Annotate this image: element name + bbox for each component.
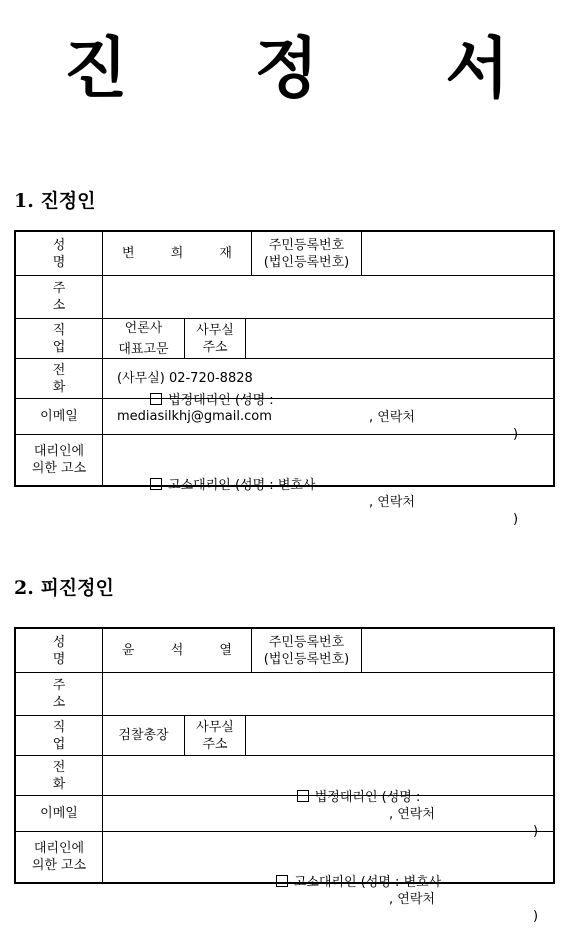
legal-proxy-text: 법정대리인 (성명 : xyxy=(168,393,274,408)
name-value[interactable]: 윤 석 열 xyxy=(102,629,251,672)
section-heading-complainant: 1. 진정인 xyxy=(14,190,96,212)
legal-proxy-checkbox[interactable] xyxy=(297,790,309,802)
proxy-label xyxy=(16,832,102,882)
legal-proxy-checkbox[interactable] xyxy=(150,393,162,405)
job-label: 직 업 xyxy=(52,719,82,752)
id-number-field[interactable] xyxy=(361,232,553,275)
job-value-line2: 대표고문 xyxy=(118,341,169,357)
legal-proxy-option[interactable] xyxy=(137,772,547,857)
attorney-proxy-close-paren: ) xyxy=(513,512,519,527)
attorney-proxy-checkbox[interactable] xyxy=(150,478,162,490)
id-number-label xyxy=(251,232,361,275)
legal-proxy-text: 법정대리인 (성명 : xyxy=(314,790,421,805)
id-label-line1: 주민등록번호 xyxy=(268,634,345,650)
name-row xyxy=(16,629,553,673)
office-address-field[interactable] xyxy=(245,319,553,358)
attorney-proxy-contact-label: , 연락처 xyxy=(369,495,415,510)
proxy-options xyxy=(102,790,553,924)
id-label-line2: (법인등록번호) xyxy=(263,254,350,270)
office-address-label xyxy=(184,716,245,755)
name-label: 성 명 xyxy=(52,237,82,270)
address-row xyxy=(16,276,553,319)
attorney-proxy-option[interactable] xyxy=(137,857,547,942)
office-address-field[interactable] xyxy=(245,716,553,755)
office-label-line2: 주소 xyxy=(202,339,228,355)
complainant-form xyxy=(14,230,555,527)
address-label: 주 소 xyxy=(52,678,82,710)
job-value[interactable]: 검찰총장 xyxy=(102,716,184,755)
legal-proxy-close-paren: ) xyxy=(513,427,519,442)
address-label: 주 소 xyxy=(52,281,82,313)
attorney-proxy-option[interactable] xyxy=(117,460,537,545)
proxy-label-line2: 의한 고소 xyxy=(31,461,87,476)
job-label: 직 업 xyxy=(52,322,82,355)
id-label-line1: 주민등록번호 xyxy=(268,237,345,253)
email-label: 이메일 xyxy=(40,409,78,424)
attorney-proxy-text: 고소대리인 (성명 : 변호사 xyxy=(293,875,442,890)
email-value[interactable]: mediasilkhj@gmail.com xyxy=(102,399,553,434)
name-label: 성 명 xyxy=(52,634,82,667)
phone-label: 전 화 xyxy=(52,362,82,395)
phone-label: 전 화 xyxy=(52,759,82,792)
attorney-proxy-text: 고소대리인 (성명 : 변호사 xyxy=(168,478,316,493)
job-row xyxy=(16,716,553,756)
document-title: 진 정 서 xyxy=(63,29,562,107)
office-label-line1: 사무실 xyxy=(196,322,234,338)
proxy-label-line2: 의한 고소 xyxy=(31,858,87,873)
job-value[interactable] xyxy=(102,319,184,358)
address-field[interactable] xyxy=(102,673,553,715)
attorney-proxy-checkbox[interactable] xyxy=(276,875,288,887)
job-value-line1: 언론사 xyxy=(124,320,163,336)
legal-proxy-close-paren: ) xyxy=(533,824,539,839)
name-value[interactable]: 변 희 재 xyxy=(102,232,251,275)
proxy-label-line1: 대리인에 xyxy=(33,841,85,856)
name-row xyxy=(16,232,553,276)
office-label-line1: 사무실 xyxy=(196,719,234,735)
section-heading-respondent: 2. 피진정인 xyxy=(14,577,114,599)
address-field[interactable] xyxy=(102,276,553,318)
respondent-form xyxy=(14,627,555,924)
legal-proxy-contact-label: , 연락처 xyxy=(369,410,415,425)
phone-value[interactable]: (사무실) 02-720-8828 xyxy=(102,359,553,398)
email-label: 이메일 xyxy=(40,806,78,821)
legal-proxy-option[interactable] xyxy=(117,375,537,460)
attorney-proxy-contact-label: , 연락처 xyxy=(389,892,435,907)
proxy-label-line1: 대리인에 xyxy=(33,444,85,459)
attorney-proxy-close-paren: ) xyxy=(533,909,539,924)
id-label-line2: (법인등록번호) xyxy=(263,651,350,667)
proxy-label xyxy=(16,435,102,485)
id-number-field[interactable] xyxy=(361,629,553,672)
address-row xyxy=(16,673,553,716)
office-label-line2: 주소 xyxy=(202,736,228,752)
job-row xyxy=(16,319,553,359)
office-address-label xyxy=(184,319,245,358)
legal-proxy-contact-label: , 연락처 xyxy=(389,807,435,822)
id-number-label xyxy=(251,629,361,672)
